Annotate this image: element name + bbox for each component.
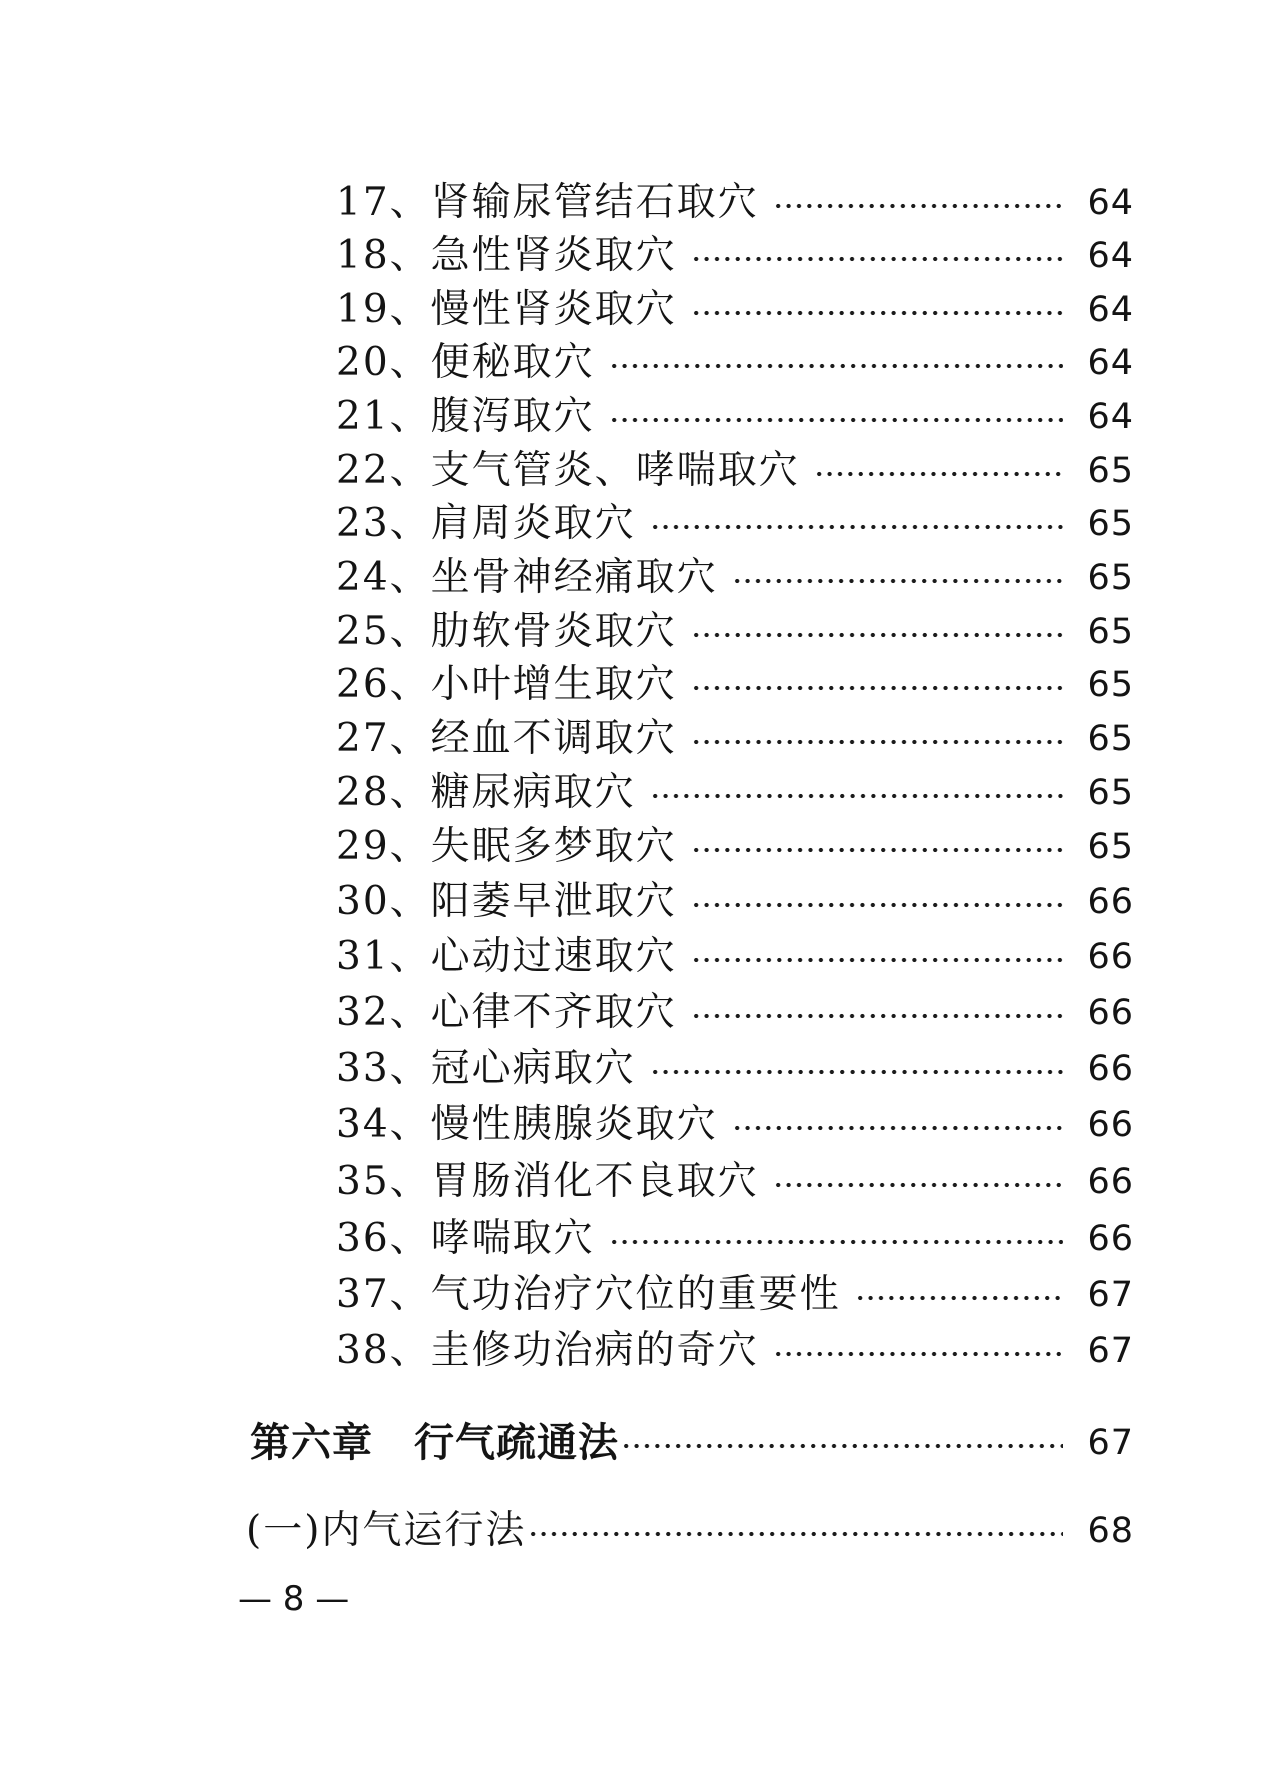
toc-entry-page: 65	[1087, 558, 1134, 598]
toc-entry	[336, 988, 1134, 1038]
toc-entry-label: 28、糖尿病取穴	[336, 770, 636, 815]
toc-entry	[336, 768, 1134, 818]
toc-entry	[336, 1044, 1134, 1094]
page-number: — 8 —	[238, 1579, 350, 1619]
toc-entry-page: 65	[1087, 719, 1134, 759]
toc-entry-page: 66	[1087, 1105, 1134, 1145]
toc-entry-label: 25、肋软骨炎取穴	[336, 609, 677, 654]
dot-leader	[773, 1181, 1064, 1189]
toc-entry-page: 66	[1087, 1219, 1134, 1259]
toc-entry-page: 65	[1087, 504, 1134, 544]
toc-entry	[336, 877, 1134, 927]
toc-entry-page: 66	[1087, 882, 1134, 922]
toc-entry-label: 26、小叶增生取穴	[336, 662, 677, 707]
chapter-title: 第六章 行气疏通法	[250, 1420, 619, 1466]
toc-chapter-entry	[250, 1418, 1134, 1468]
toc-entry	[336, 607, 1134, 657]
toc-entry	[336, 231, 1134, 281]
toc-entry-label: 21、腹泻取穴	[336, 394, 595, 439]
section-page: 68	[1087, 1511, 1134, 1551]
toc-entry-label: 18、急性肾炎取穴	[336, 233, 677, 278]
dot-leader	[650, 1068, 1064, 1076]
toc-entry	[336, 1214, 1134, 1264]
toc-entry-page: 65	[1087, 451, 1134, 491]
dot-leader	[732, 1124, 1064, 1132]
toc-entry	[336, 1100, 1134, 1150]
dot-leader	[691, 956, 1064, 964]
dot-leader	[855, 1294, 1064, 1302]
toc-entry-label: 27、经血不调取穴	[336, 716, 677, 761]
dot-leader	[814, 470, 1064, 478]
toc-entry	[336, 1270, 1134, 1320]
toc-entry-page: 67	[1087, 1275, 1134, 1315]
toc-entry-page: 64	[1087, 290, 1134, 330]
toc-entry	[336, 285, 1134, 335]
toc-entry-label: 36、哮喘取穴	[336, 1216, 595, 1261]
toc-entry-page: 64	[1087, 397, 1134, 437]
toc-section-entry	[246, 1506, 1134, 1556]
toc-entry	[336, 932, 1134, 982]
dot-leader	[691, 1012, 1064, 1020]
toc-entry-page: 65	[1087, 612, 1134, 652]
toc-entry-page: 67	[1087, 1331, 1134, 1371]
dot-leader	[621, 1442, 1063, 1450]
toc-entry-page: 66	[1087, 1049, 1134, 1089]
dot-leader	[528, 1530, 1063, 1538]
toc-entry	[336, 446, 1134, 496]
toc-entry-page: 64	[1087, 183, 1134, 223]
toc-entry	[336, 553, 1134, 603]
toc-entry-label: 22、支气管炎、哮喘取穴	[336, 448, 800, 493]
toc-entry	[336, 178, 1134, 228]
dot-leader	[691, 738, 1064, 746]
dot-leader	[773, 202, 1064, 210]
dot-leader	[732, 577, 1064, 585]
toc-entry-page: 65	[1087, 827, 1134, 867]
toc-entry	[336, 499, 1134, 549]
toc-entry	[336, 338, 1134, 388]
toc-entry-label: 34、慢性胰腺炎取穴	[336, 1102, 718, 1147]
toc-entry-page: 66	[1087, 937, 1134, 977]
toc-entry	[336, 660, 1134, 710]
toc-entry-label: 29、失眠多梦取穴	[336, 824, 677, 869]
dot-leader	[691, 901, 1064, 909]
toc-entry-label: 20、便秘取穴	[336, 340, 595, 385]
chapter-page: 67	[1087, 1423, 1134, 1463]
toc-entry-label: 19、慢性肾炎取穴	[336, 287, 677, 332]
dot-leader	[609, 1238, 1064, 1246]
toc-entry-label: 23、肩周炎取穴	[336, 501, 636, 546]
toc-entry-label: 32、心律不齐取穴	[336, 990, 677, 1035]
dot-leader	[609, 362, 1064, 370]
dot-leader	[691, 255, 1064, 263]
toc-entry-label: 37、气功治疗穴位的重要性	[336, 1272, 841, 1317]
toc-entry-label: 24、坐骨神经痛取穴	[336, 555, 718, 600]
toc-entry-page: 66	[1087, 1162, 1134, 1202]
toc-entry-label: 38、圭修功治病的奇穴	[336, 1328, 759, 1373]
toc-entry-page: 66	[1087, 993, 1134, 1033]
dot-leader	[650, 792, 1064, 800]
toc-entry-page: 64	[1087, 236, 1134, 276]
dot-leader	[773, 1350, 1064, 1358]
dot-leader	[609, 416, 1064, 424]
toc-entry	[336, 822, 1134, 872]
toc-entry-label: 35、胃肠消化不良取穴	[336, 1159, 759, 1204]
toc-entry-page: 64	[1087, 343, 1134, 383]
toc-entry-label: 33、冠心病取穴	[336, 1046, 636, 1091]
toc-entry	[336, 1326, 1134, 1376]
toc-entry	[336, 1157, 1134, 1207]
dot-leader	[691, 631, 1064, 639]
toc-entry-label: 31、心动过速取穴	[336, 934, 677, 979]
toc-entry	[336, 392, 1134, 442]
toc-entry-page: 65	[1087, 773, 1134, 813]
toc-entry-page: 65	[1087, 665, 1134, 705]
section-title: (一)内气运行法	[246, 1508, 527, 1553]
dot-leader	[650, 523, 1064, 531]
toc-entry-label: 30、阳萎早泄取穴	[336, 879, 677, 924]
dot-leader	[691, 684, 1064, 692]
toc-entry	[336, 714, 1134, 764]
toc-entry-label: 17、肾输尿管结石取穴	[336, 180, 759, 225]
dot-leader	[691, 309, 1064, 317]
dot-leader	[691, 846, 1064, 854]
